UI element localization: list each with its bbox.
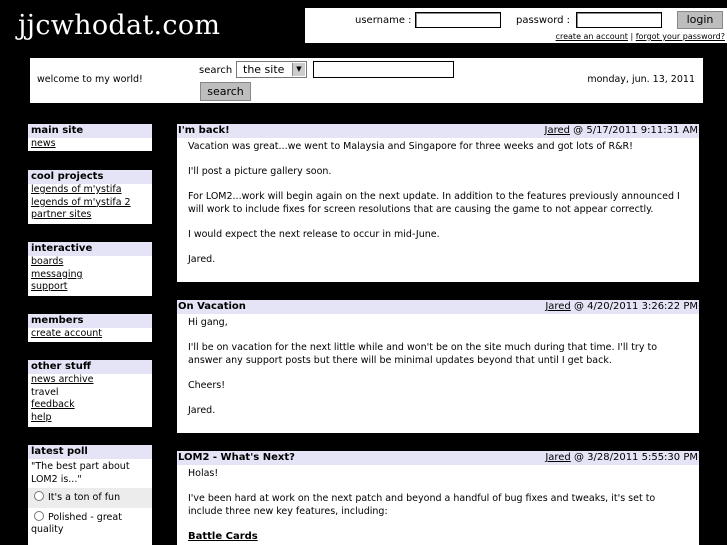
sidebar-item-support[interactable]: support: [31, 281, 68, 293]
post-paragraph: Vacation was great...we went to Malaysia and Singapore for three weeks and got lots of R&R!: [188, 141, 633, 152]
post-header: [177, 300, 699, 314]
sidebar-item-create-account[interactable]: create account: [31, 328, 103, 339]
post-paragraph: Jared.: [188, 405, 216, 417]
post-paragraph: I'll be on vacation for the next little while and won't be on the site much during that time. I'll try to answer any support posts but there will be minimal updates beyond that until I get back.: [188, 342, 658, 366]
post-paragraph: I've been hard at work on the next patch and beyond a handful of bug fixes and tweaks, it's set to include three new key features, including:: [188, 493, 656, 517]
sidebar-other-stuff: [28, 360, 152, 427]
search-scope-select[interactable]: [236, 61, 307, 78]
sidebar-heading: members: [28, 314, 152, 328]
sidebar-heading: latest poll: [28, 445, 152, 459]
current-date: monday, jun. 13, 2011: [587, 74, 695, 85]
sidebar-cool-projects: [28, 170, 152, 224]
sidebar-item-boards[interactable]: boards: [31, 256, 64, 267]
poll-option[interactable]: [28, 508, 152, 540]
sidebar-item-legends[interactable]: legends of m'ystifa: [31, 184, 122, 195]
sidebar-heading: cool projects: [28, 170, 152, 184]
news-post: [177, 451, 699, 545]
post-timestamp: @ 5/17/2011 9:11:31 AM: [573, 125, 698, 136]
post-author-link[interactable]: Jared: [544, 125, 570, 136]
search-input[interactable]: [313, 61, 454, 78]
sidebar-item-legends-2[interactable]: legends of m'ystifa 2: [31, 196, 131, 208]
create-account-link[interactable]: create an account: [555, 32, 628, 41]
poll-option-label: It's a ton of fun: [48, 492, 121, 503]
sidebar-item-messaging[interactable]: messaging: [31, 268, 83, 280]
link-separator: |: [630, 32, 634, 41]
news-post: [177, 300, 699, 433]
sidebar-item-help[interactable]: help: [31, 412, 52, 424]
post-paragraph: Cheers!: [188, 379, 226, 391]
sidebar-heading: main site: [28, 124, 152, 138]
post-meta: [545, 125, 699, 136]
sidebar-members: [28, 314, 152, 342]
post-body: [177, 138, 699, 283]
news-post: [177, 124, 699, 282]
sidebar-item-travel: travel: [31, 386, 59, 398]
radio-button[interactable]: [34, 491, 44, 501]
sidebar-heading: interactive: [28, 242, 152, 256]
search-label: search: [199, 65, 233, 76]
sidebar-item-feedback[interactable]: feedback: [31, 399, 75, 411]
poll-question: "The best part about LOM2 is...": [31, 461, 130, 485]
radio-button[interactable]: [34, 511, 44, 521]
post-paragraph: Jared.: [188, 254, 216, 266]
post-timestamp: @ 3/28/2011 5:55:30 PM: [573, 452, 698, 463]
site-logo[interactable]: jjcwhodat.com: [18, 10, 221, 41]
post-author-link[interactable]: Jared: [545, 301, 571, 312]
password-input[interactable]: [576, 12, 662, 28]
post-paragraph: I'll post a picture gallery soon.: [188, 166, 332, 178]
post-paragraph: Hi gang,: [188, 317, 228, 328]
post-title: On Vacation: [178, 301, 246, 312]
post-body: [177, 465, 699, 545]
post-meta: [545, 301, 698, 312]
sidebar-item-news-archive[interactable]: news archive: [31, 374, 94, 385]
post-title: LOM2 - What's Next?: [178, 452, 295, 463]
sidebar-item-news[interactable]: news: [31, 138, 56, 149]
username-label: username :: [355, 15, 412, 26]
post-paragraph: I would expect the next release to occur in mid-June.: [188, 229, 440, 241]
sidebar-latest-poll: [28, 445, 152, 545]
login-button[interactable]: login: [677, 11, 723, 29]
sidebar-main-site: [28, 124, 152, 151]
post-header: [177, 124, 699, 138]
password-label: password :: [516, 15, 571, 26]
post-subheading: Battle Cards: [188, 530, 258, 542]
chevron-down-icon[interactable]: ▼: [292, 63, 305, 76]
post-header: [177, 451, 699, 465]
post-paragraph: For LOM2...work will begin again on the next update. In addition to the features previously announced I will work to include fixes for screen resolutions that are causing the game to not appear correctly.: [188, 191, 680, 215]
poll-option-label: Polished - great quality: [31, 511, 122, 535]
welcome-text: welcome to my world!: [37, 74, 143, 85]
poll-option[interactable]: [28, 488, 152, 508]
search-button[interactable]: search: [200, 82, 251, 101]
post-title: I'm back!: [178, 125, 230, 136]
login-links: [556, 32, 725, 41]
forgot-password-link[interactable]: forgot your password?: [635, 32, 725, 41]
search-scope-value: the site: [243, 63, 285, 76]
sidebar-item-partner-sites[interactable]: partner sites: [31, 209, 92, 221]
sidebar-interactive: [28, 242, 152, 296]
post-meta: [545, 452, 698, 463]
post-timestamp: @ 4/20/2011 3:26:22 PM: [573, 301, 698, 312]
post-author-link[interactable]: Jared: [545, 452, 571, 463]
post-body: [177, 314, 699, 433]
post-paragraph: Holas!: [188, 468, 219, 479]
username-input[interactable]: [415, 12, 501, 28]
sidebar-heading: other stuff: [28, 360, 152, 374]
welcome-bar: [30, 58, 703, 103]
login-panel: [305, 8, 727, 43]
